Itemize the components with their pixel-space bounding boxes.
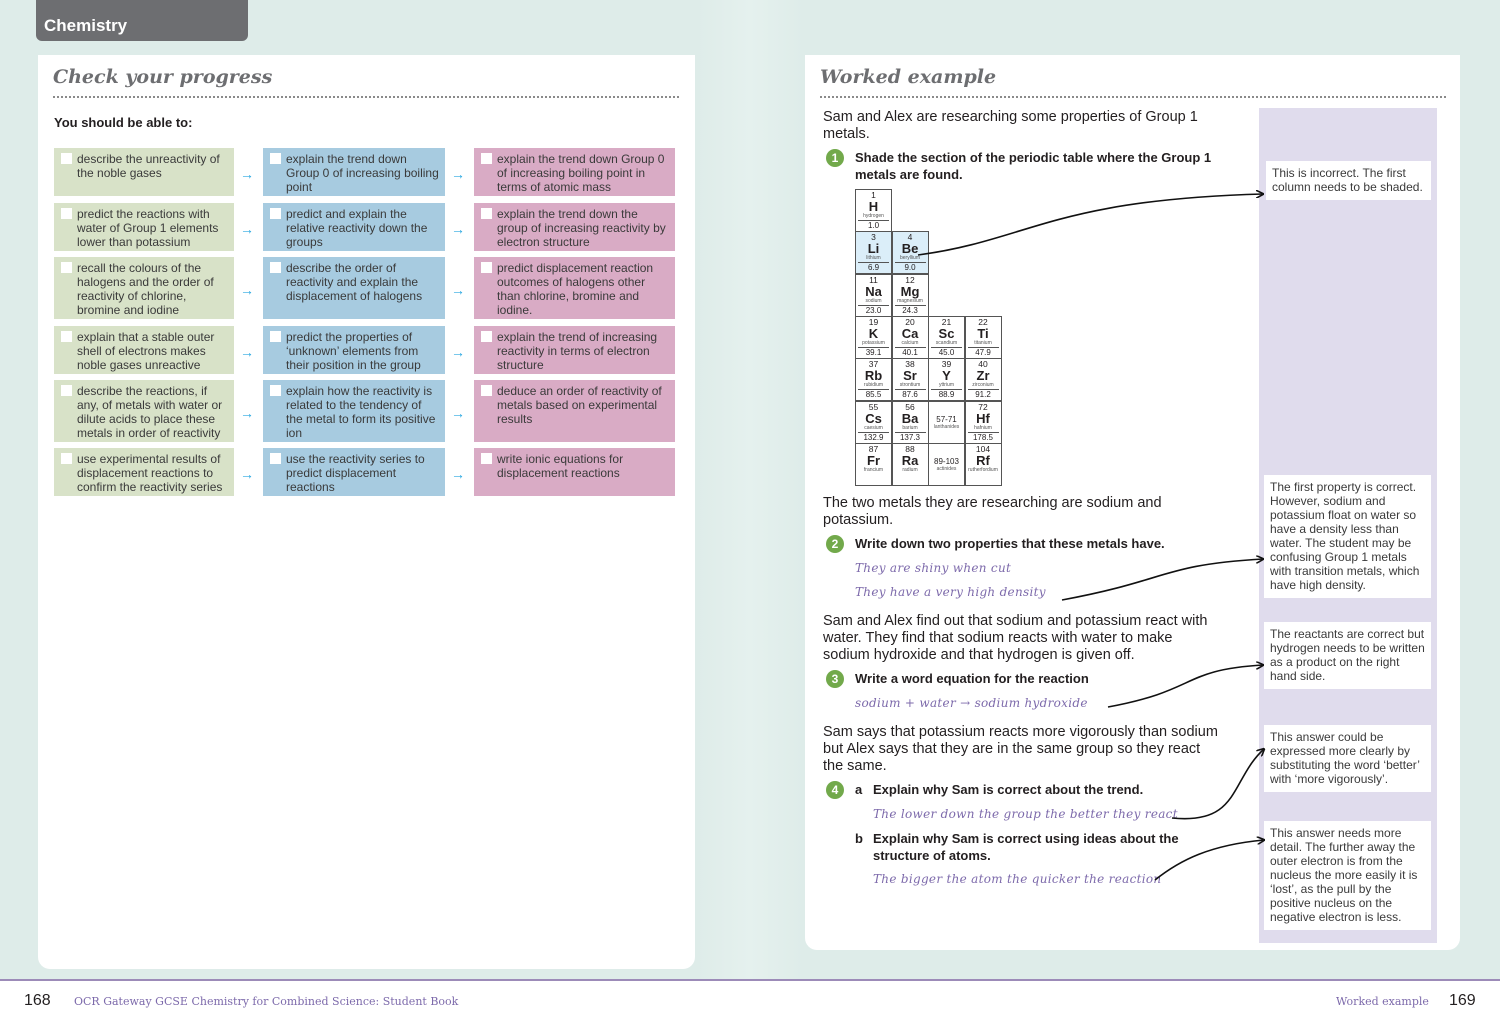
element-cell[interactable] — [855, 401, 892, 444]
objective-checkbox[interactable] — [481, 453, 492, 464]
question-4b-letter: b — [855, 831, 863, 846]
element-name: titanium — [974, 339, 992, 346]
extension-objective — [474, 148, 675, 196]
objective-text: write ionic equations for displacement reactions — [497, 452, 624, 480]
element-cell[interactable] — [965, 358, 1002, 401]
objective-checkbox[interactable] — [481, 153, 492, 164]
progress-row — [54, 380, 676, 442]
answer-4b: The bigger the atom the quicker the reaction — [873, 872, 1162, 886]
element-name: calcium — [901, 339, 919, 346]
relative-mass: 40.1 — [895, 347, 926, 357]
title-divider-right — [820, 96, 1446, 98]
objective-checkbox[interactable] — [481, 208, 492, 219]
element-name: caesium — [864, 424, 883, 431]
atomic-number: 56 — [905, 401, 915, 412]
atomic-number: 39 — [941, 359, 952, 370]
relative-mass: 178.5 — [968, 432, 999, 442]
element-cell[interactable] — [928, 443, 965, 486]
worked-example-title: Worked example — [820, 66, 997, 88]
progress-row — [54, 148, 676, 196]
relative-mass: 132.9 — [858, 432, 889, 442]
comment-note-3: The reactants are correct but hydrogen needs to be written as a product on the right hand side. — [1264, 622, 1431, 689]
comment-note-5: This answer needs more detail. The further away the outer electron is from the nucleus the more easily it is ‘lost’, as the pull by the positive nucleus on the negative electron is less. — [1264, 821, 1431, 930]
question-1-badge: 1 — [826, 149, 844, 167]
objective-checkbox[interactable] — [270, 262, 281, 273]
atomic-number: 20 — [905, 316, 915, 327]
objective-checkbox[interactable] — [481, 262, 492, 273]
atomic-number: 87 — [868, 443, 879, 454]
element-symbol: Rf — [976, 452, 990, 468]
question-2-text: Write down two properties that these metals have. — [855, 536, 1165, 551]
element-cell[interactable] — [855, 274, 892, 317]
objective-checkbox[interactable] — [61, 262, 72, 273]
element-symbol: Sc — [938, 325, 955, 341]
objective-text: use the reactivity series to predict displacement reactions — [286, 452, 425, 494]
para-react-water: Sam and Alex find out that sodium and potassium react with water. They find that sodium reacts with water to make sodium hydroxide and that hydrogen is given off. — [823, 613, 1208, 663]
intro-text: Sam and Alex are researching some properties of Group 1 metals. — [823, 109, 1198, 142]
element-symbol: Sr — [903, 368, 917, 384]
atomic-number: 22 — [978, 316, 988, 327]
objective-text: explain the trend down Group 0 of increasing boiling point in terms of atomic mass — [497, 152, 665, 194]
objective-text: explain how the reactivity is related to the tendency of the metal to form its positive ion — [286, 384, 436, 440]
objective-checkbox[interactable] — [270, 385, 281, 396]
element-symbol: Zr — [976, 368, 990, 384]
question-4a-letter: a — [855, 782, 863, 797]
element-cell[interactable] — [928, 401, 965, 444]
relative-mass: 85.5 — [858, 389, 889, 399]
objective-text: describe the order of reactivity and explain the displacement of halogens — [286, 261, 423, 303]
question-3-badge: 3 — [826, 670, 844, 688]
title-divider — [53, 96, 679, 98]
element-name: yttrium — [939, 382, 954, 389]
element-symbol: Ca — [901, 325, 919, 341]
element-cell[interactable] — [965, 316, 1002, 359]
element-cell[interactable] — [855, 358, 892, 401]
page-gutter — [696, 0, 804, 980]
element-cell[interactable] — [855, 316, 892, 359]
progress-row — [54, 448, 676, 496]
relative-mass: 91.2 — [968, 389, 999, 399]
core-objective — [263, 380, 445, 442]
objective-text: describe the reactions, if any, of metals with water or dilute acids to place these metals in order of reactivity — [77, 384, 223, 440]
objective-text: predict the reactions with water of Group 1 elements lower than potassium — [77, 207, 219, 249]
book-title: OCR Gateway GCSE Chemistry for Combined Science: Student Book — [74, 995, 459, 1008]
basic-objective — [54, 257, 234, 319]
objective-text: use experimental results of displacement reactions to confirm the reactivity series — [77, 452, 223, 494]
right-page-number: 169 — [1449, 992, 1476, 1009]
element-name: sodium — [865, 297, 882, 304]
basic-objective — [54, 326, 234, 374]
comment-note-1: This is incorrect. The first column needs to be shaded. — [1266, 161, 1431, 200]
question-4b-text: Explain why Sam is correct using ideas about the structure of atoms. — [873, 831, 1179, 863]
element-symbol: H — [868, 199, 879, 214]
answer-2b: They have a very high density — [855, 585, 1046, 599]
question-4-badge: 4 — [826, 781, 844, 799]
atomic-number: 37 — [868, 359, 879, 370]
chapter-tab: Chemistry — [36, 0, 248, 41]
right-section-label: Worked example — [1336, 995, 1429, 1008]
element-name: strontium — [899, 382, 921, 389]
element-cell[interactable] — [855, 189, 892, 232]
element-cell[interactable] — [855, 231, 892, 274]
basic-objective — [54, 203, 234, 251]
objective-checkbox[interactable] — [61, 331, 72, 342]
progression-arrow-icon: → — [451, 466, 465, 482]
relative-mass: 45.0 — [931, 347, 962, 357]
objective-checkbox[interactable] — [481, 331, 492, 342]
element-symbol: Ti — [977, 325, 989, 341]
element-cell[interactable] — [892, 358, 929, 401]
element-name: actinides — [936, 465, 957, 472]
element-symbol: Li — [867, 241, 880, 257]
comment-note-2: The first property is correct. However, sodium and potassium float on water so have a density less than water. The student may be confusing Group 1 metals with transition metals, which have high density. — [1264, 475, 1431, 598]
element-name: radium — [902, 466, 918, 473]
objective-checkbox[interactable] — [61, 208, 72, 219]
objective-checkbox[interactable] — [61, 385, 72, 396]
atomic-number: 3 — [871, 232, 876, 243]
extension-objective — [474, 257, 675, 319]
objective-text: explain the trend down Group 0 of increasing boiling point — [286, 152, 439, 194]
progression-arrow-icon: → — [451, 344, 465, 360]
relative-mass: 137.3 — [895, 432, 926, 442]
para-two-metals: The two metals they are researching are sodium and potassium. — [823, 495, 1162, 528]
element-cell[interactable] — [892, 316, 929, 359]
element-symbol: Ba — [901, 410, 919, 426]
element-name: scandium — [935, 339, 958, 346]
element-symbol: Mg — [900, 283, 920, 299]
element-cell[interactable] — [892, 274, 929, 317]
core-objective — [263, 448, 445, 496]
atomic-number: 21 — [941, 316, 952, 327]
element-name: hafnium — [974, 424, 992, 431]
element-symbol: Rb — [864, 368, 883, 384]
relative-mass: 6.9 — [858, 262, 889, 272]
core-objective — [263, 257, 445, 319]
answer-2a: They are shiny when cut — [855, 561, 1012, 575]
element-cell[interactable] — [892, 231, 929, 274]
question-1-text: Shade the section of the periodic table where the Group 1 metals are found. — [855, 150, 1212, 182]
footer-rule — [0, 979, 1500, 981]
objective-text: explain that a stable outer shell of electrons makes noble gases unreactive — [77, 330, 215, 372]
element-cell[interactable] — [928, 316, 965, 359]
objective-checkbox[interactable] — [270, 208, 281, 219]
progression-arrow-icon: → — [240, 405, 254, 421]
relative-mass: 23.0 — [858, 305, 889, 315]
objective-text: predict displacement reaction outcomes of halogens other than chlorine, bromine and iodine. — [497, 261, 654, 317]
answer-4a: The lower down the group the better they react — [873, 807, 1178, 821]
element-name: potassium — [862, 339, 885, 346]
element-name: barium — [902, 424, 918, 431]
para-sam-alex: Sam says that potassium reacts more vigorously than sodium but Alex says that they are in the same group so they react the same. — [823, 724, 1218, 774]
core-objective — [263, 203, 445, 251]
basic-objective — [54, 380, 234, 442]
answer-3: sodium + water → sodium hydroxide — [855, 696, 1088, 710]
basic-objective — [54, 148, 234, 196]
element-range-label: 89-103 — [934, 456, 959, 466]
progression-arrow-icon: → — [240, 221, 254, 237]
extension-objective — [474, 326, 675, 374]
progress-row — [54, 203, 676, 251]
able-to-heading: You should be able to: — [54, 115, 193, 130]
atomic-number: 4 — [907, 232, 913, 243]
atomic-number: 38 — [905, 359, 915, 370]
objective-text: explain the trend down the group of increasing reactivity by electron structure — [497, 207, 666, 249]
element-symbol: Ra — [901, 452, 919, 468]
extension-objective — [474, 380, 675, 442]
element-cell[interactable] — [855, 443, 892, 486]
element-name: hydrogen — [863, 213, 884, 219]
progression-arrow-icon: → — [451, 405, 465, 421]
question-3-text: Write a word equation for the reaction — [855, 671, 1089, 686]
objective-text: explain the trend of increasing reactivity in terms of electron structure — [497, 330, 658, 372]
objective-checkbox[interactable] — [270, 153, 281, 164]
element-name: francium — [863, 466, 884, 473]
relative-mass: 1.0 — [858, 220, 889, 230]
progression-arrow-icon: → — [240, 282, 254, 298]
element-cell[interactable] — [965, 443, 1002, 486]
element-cell[interactable] — [928, 358, 965, 401]
element-symbol: K — [868, 325, 879, 341]
atomic-number: 19 — [868, 316, 879, 327]
element-symbol: Na — [865, 283, 882, 299]
progress-row — [54, 257, 676, 319]
relative-mass: 9.0 — [895, 262, 926, 272]
element-symbol: Y — [942, 368, 951, 384]
element-name: magnesium — [897, 297, 923, 304]
element-name: lanthanides — [933, 423, 960, 430]
element-cell[interactable] — [892, 443, 929, 486]
element-symbol: Fr — [867, 452, 880, 468]
core-objective — [263, 148, 445, 196]
relative-mass: 88.9 — [931, 389, 962, 399]
objective-checkbox[interactable] — [61, 453, 72, 464]
progression-arrow-icon: → — [451, 166, 465, 182]
comment-note-4: This answer could be expressed more clearly by substituting the word ‘better’ with ‘more vigorously’. — [1264, 725, 1431, 792]
progress-row — [54, 326, 676, 374]
progression-arrow-icon: → — [240, 166, 254, 182]
atomic-number: 11 — [869, 274, 878, 285]
relative-mass: 47.9 — [968, 347, 999, 357]
question-2-badge: 2 — [826, 535, 844, 553]
element-name: rubidium — [863, 382, 884, 389]
atomic-number: 88 — [905, 443, 915, 454]
objective-checkbox[interactable] — [270, 453, 281, 464]
element-name: lithium — [866, 255, 881, 262]
element-name: beryllium — [899, 255, 920, 262]
atomic-number: 72 — [978, 401, 988, 412]
element-symbol: Hf — [976, 410, 990, 426]
atomic-number: 1 — [871, 190, 876, 200]
objective-checkbox[interactable] — [61, 153, 72, 164]
relative-mass: 39.1 — [858, 347, 889, 357]
objective-text: recall the colours of the halogens and the order of reactivity of chlorine, bromine and iodine — [77, 261, 214, 317]
element-name: rutherfordium — [968, 466, 998, 473]
objective-checkbox[interactable] — [270, 331, 281, 342]
extension-objective — [474, 448, 675, 496]
element-cell[interactable] — [965, 401, 1002, 444]
element-name: zirconium — [972, 382, 994, 389]
atomic-number: 12 — [905, 274, 915, 285]
element-range-label: 57-71 — [936, 414, 957, 424]
relative-mass: 24.3 — [895, 305, 926, 315]
relative-mass: 87.6 — [895, 389, 926, 399]
question-4a-text: Explain why Sam is correct about the trend. — [873, 782, 1144, 797]
atomic-number: 40 — [978, 359, 988, 370]
atomic-number: 55 — [868, 401, 879, 412]
objective-checkbox[interactable] — [481, 385, 492, 396]
objective-text: deduce an order of reactivity of metals based on experimental results — [497, 384, 662, 426]
progression-arrow-icon: → — [240, 344, 254, 360]
element-symbol: Cs — [865, 410, 882, 426]
check-progress-title: Check your progress — [53, 66, 273, 88]
element-symbol: Be — [901, 241, 919, 257]
objective-text: predict and explain the relative reactivity down the groups — [286, 207, 428, 249]
basic-objective — [54, 448, 234, 496]
progression-arrow-icon: → — [451, 221, 465, 237]
objective-text: predict the properties of ‘unknown’ elements from their position in the group — [286, 330, 421, 372]
left-page-number: 168 — [24, 992, 51, 1009]
progression-arrow-icon: → — [451, 282, 465, 298]
objective-text: describe the unreactivity of the noble gases — [77, 152, 220, 180]
atomic-number: 104 — [975, 443, 991, 454]
extension-objective — [474, 203, 675, 251]
core-objective — [263, 326, 445, 374]
element-cell[interactable] — [892, 401, 929, 444]
progression-arrow-icon: → — [240, 466, 254, 482]
